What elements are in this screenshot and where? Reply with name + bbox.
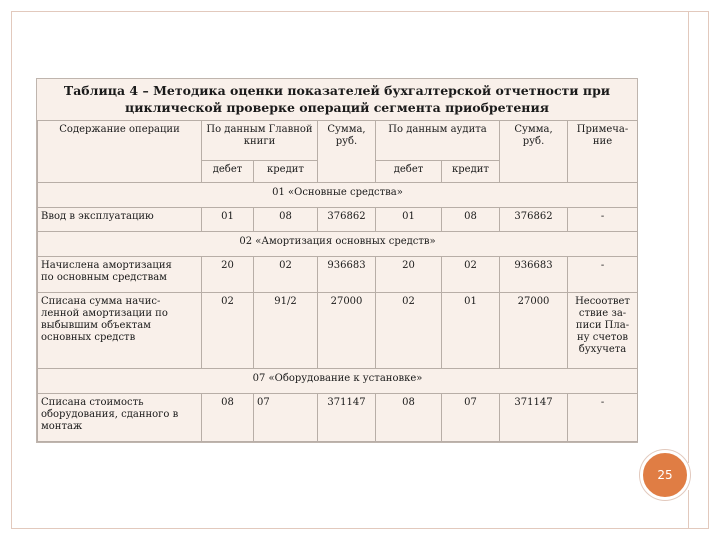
cell-debit-audit: 01 bbox=[376, 208, 442, 232]
section-label: 07 «Оборудование к установке» bbox=[38, 369, 638, 394]
cell-note: - bbox=[568, 394, 638, 442]
cell-note: - bbox=[568, 208, 638, 232]
header-sum-audit: Сумма, руб. bbox=[500, 121, 568, 183]
section-row bbox=[38, 369, 638, 394]
accounting-table bbox=[37, 120, 638, 442]
cell-sum-audit: 371147 bbox=[500, 394, 568, 442]
section-row bbox=[38, 183, 638, 208]
cell-sum-audit: 936683 bbox=[500, 257, 568, 293]
section-label: 01 «Основные средства» bbox=[38, 183, 638, 208]
cell-note: Несоответ ствие за- писи Пла- ну счетов бухучета bbox=[568, 293, 638, 369]
header-credit-ledger: кредит bbox=[254, 161, 318, 183]
cell-debit-audit: 02 bbox=[376, 293, 442, 369]
header-ledger: По данным Главной книги bbox=[202, 121, 318, 161]
cell-debit-ledger: 08 bbox=[202, 394, 254, 442]
cell-credit-ledger: 02 bbox=[254, 257, 318, 293]
frame-divider-line bbox=[688, 11, 689, 463]
cell-sum-ledger: 371147 bbox=[318, 394, 376, 442]
cell-debit-ledger: 20 bbox=[202, 257, 254, 293]
header-row bbox=[38, 121, 638, 161]
cell-operation: Ввод в эксплуатацию bbox=[38, 208, 202, 232]
cell-credit-ledger: 08 bbox=[254, 208, 318, 232]
cell-credit-audit: 08 bbox=[442, 208, 500, 232]
table-row bbox=[38, 394, 638, 442]
cell-debit-audit: 08 bbox=[376, 394, 442, 442]
header-note: Примеча- ние bbox=[568, 121, 638, 183]
header-audit: По данным аудита bbox=[376, 121, 500, 161]
cell-sum-audit: 376862 bbox=[500, 208, 568, 232]
cell-operation: Списана стоимость оборудования, сданного в монтаж bbox=[38, 394, 202, 442]
cell-credit-audit: 02 bbox=[442, 257, 500, 293]
cell-credit-ledger: 07 bbox=[254, 394, 318, 442]
cell-operation: Начислена амортизация по основным средствам bbox=[38, 257, 202, 293]
table-row bbox=[38, 208, 638, 232]
header-debit-audit: дебет bbox=[376, 161, 442, 183]
cell-sum-audit: 27000 bbox=[500, 293, 568, 369]
document-table-panel bbox=[36, 78, 638, 443]
cell-debit-ledger: 02 bbox=[202, 293, 254, 369]
cell-sum-ledger: 936683 bbox=[318, 257, 376, 293]
cell-credit-ledger: 91/2 bbox=[254, 293, 318, 369]
frame-divider-line-lower bbox=[688, 490, 689, 529]
header-sum-ledger: Сумма, руб. bbox=[318, 121, 376, 183]
table-row bbox=[38, 257, 638, 293]
cell-credit-audit: 07 bbox=[442, 394, 500, 442]
cell-sum-ledger: 27000 bbox=[318, 293, 376, 369]
cell-operation: Списана сумма начис- ленной амортизации по выбывшим объектам основных средств bbox=[38, 293, 202, 369]
section-label: 02 «Амортизация основных средств» bbox=[38, 232, 638, 257]
table-row bbox=[38, 293, 638, 369]
cell-credit-audit: 01 bbox=[442, 293, 500, 369]
section-row bbox=[38, 232, 638, 257]
header-operation: Содержание операции bbox=[38, 121, 202, 183]
cell-note: - bbox=[568, 257, 638, 293]
cell-sum-ledger: 376862 bbox=[318, 208, 376, 232]
header-debit-ledger: дебет bbox=[202, 161, 254, 183]
cell-debit-audit: 20 bbox=[376, 257, 442, 293]
page-number-badge: 25 bbox=[640, 450, 690, 500]
cell-debit-ledger: 01 bbox=[202, 208, 254, 232]
header-credit-audit: кредит bbox=[442, 161, 500, 183]
table-title: Таблица 4 – Методика оценки показателей бухгалтерской отчетности при циклической проверке операций сегмента приобретения bbox=[63, 83, 611, 115]
